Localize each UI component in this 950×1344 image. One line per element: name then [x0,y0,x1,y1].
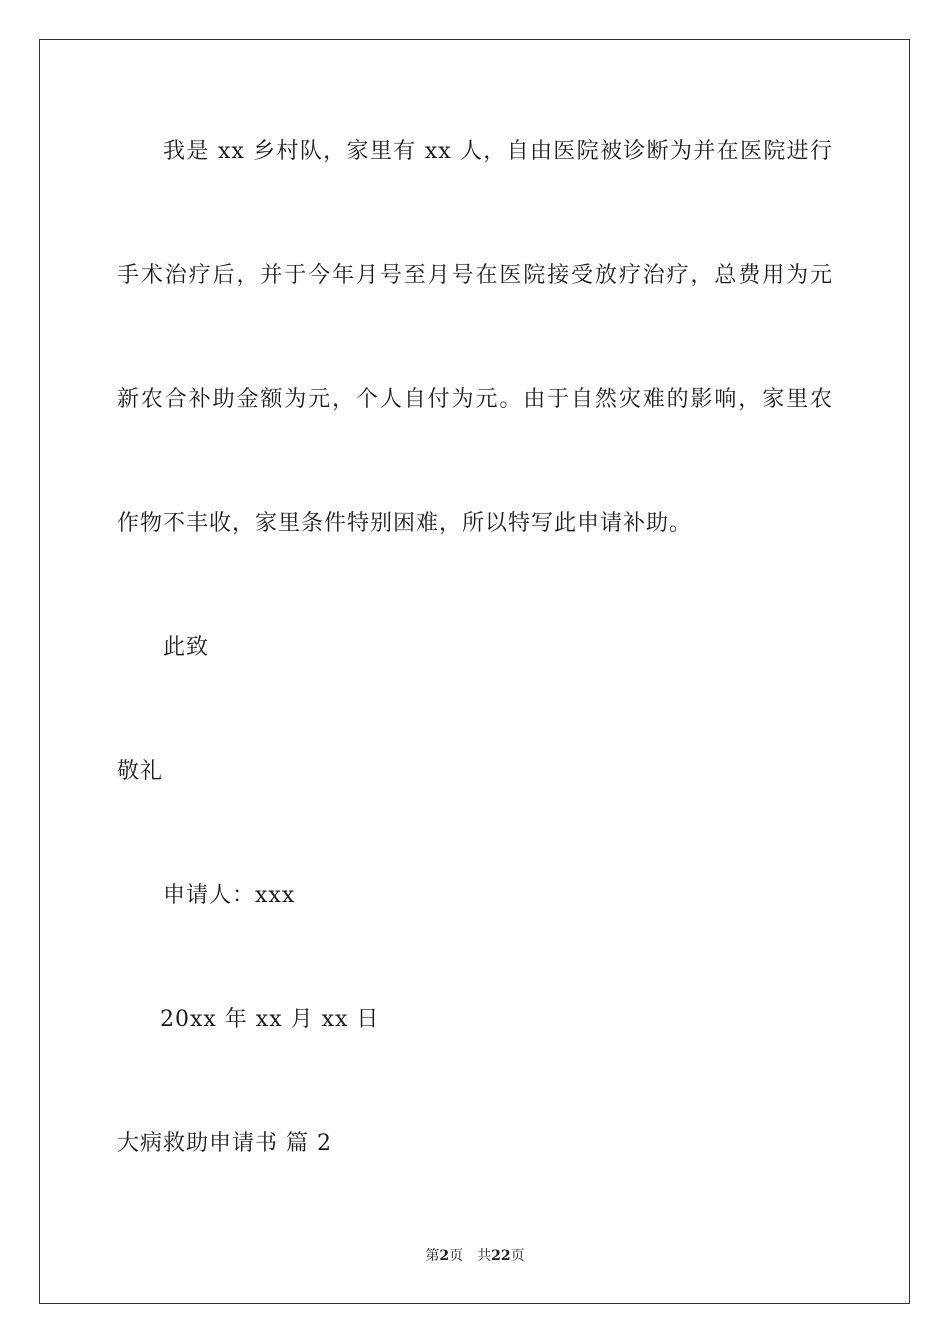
body-paragraph-line-4: 作物不丰收，家里条件特别困难，所以特写此申请补助。 [117,511,693,536]
footer-total-prefix: 共 [477,1248,492,1264]
date-line: 20xx 年 xx 月 xx 日 [160,1007,380,1032]
closing-salutation: 此致 [163,635,210,660]
applicant-signature: 申请人：xxx [163,883,296,908]
footer-total-suffix: 页 [510,1248,525,1264]
body-paragraph-line-1: 我是 xx 乡村队，家里有 xx 人，自由医院被诊断为并在医院进行 [163,139,833,164]
footer-page-prefix: 第 [425,1248,440,1264]
page-footer [0,1247,950,1265]
footer-page-suffix: 页 [449,1248,464,1264]
footer-total-pages: 22 [491,1248,511,1264]
section-heading: 大病救助申请书 篇 2 [117,1131,332,1156]
body-paragraph-line-3: 新农合补助金额为元，个人自付为元。由于自然灾难的影响，家里农 [117,387,833,412]
footer-page-number: 2 [439,1248,450,1264]
page-frame [39,39,910,1304]
closing-regards: 敬礼 [117,759,164,784]
body-paragraph-line-2: 手术治疗后，并于今年月号至月号在医院接受放疗治疗，总费用为元 [117,263,833,288]
